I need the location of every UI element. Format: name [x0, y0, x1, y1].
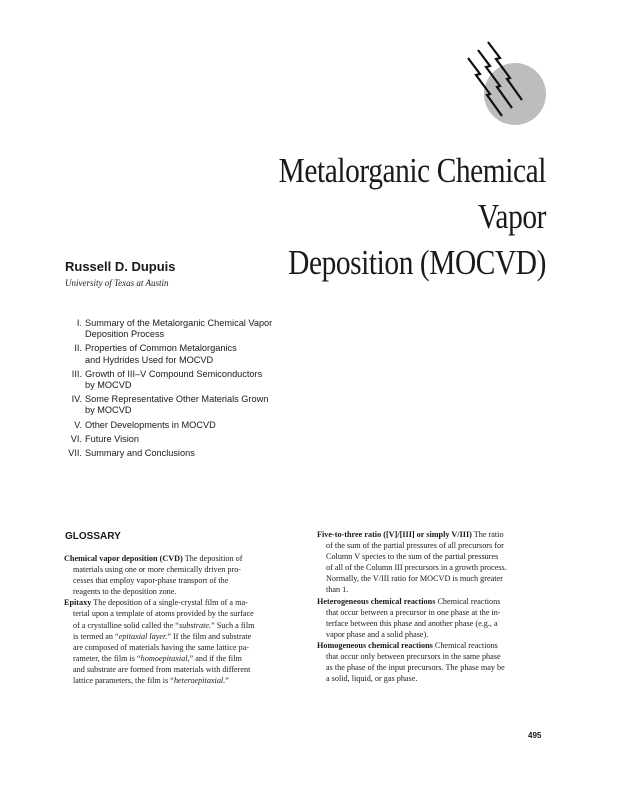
page-number: 495: [528, 731, 542, 740]
toc-text: Some Representative Other Materials Grown: [85, 394, 269, 405]
glossary-term: Homogeneous chemical reactions: [317, 640, 433, 650]
toc-item[interactable]: [62, 394, 312, 416]
glossary-italic: epitaxial layer.: [118, 631, 168, 641]
glossary-column-left: [64, 553, 294, 686]
glossary-entry-homogeneous: [317, 640, 549, 684]
toc-text: and Hydrides Used for MOCVD: [85, 354, 214, 365]
glossary-entry-cvd: [64, 553, 294, 597]
glossary-text: lattice parameters, the film is “: [73, 676, 174, 686]
table-of-contents: [62, 318, 312, 462]
toc-number: I.: [76, 318, 82, 328]
glossary-text: reagents to the deposition zone.: [73, 587, 177, 597]
glossary-heading: GLOSSARY: [65, 531, 121, 542]
toc-text: Other Developments in MOCVD: [85, 419, 216, 430]
glossary-text: rameter, the film is “: [73, 653, 141, 663]
emblem-circle: [484, 63, 546, 125]
glossary-text: The deposition of: [184, 554, 243, 563]
toc-text: by MOCVD: [85, 380, 132, 391]
toc-number: VII.: [68, 448, 82, 459]
toc-item[interactable]: [62, 369, 312, 391]
glossary-text: terface between this phase and another phase (e.g., a: [326, 618, 498, 628]
glossary-entry-heterogeneous: [317, 596, 549, 640]
glossary-text: of the sum of the partial pressures of all precursors for: [326, 541, 504, 551]
toc-text: Deposition Process: [85, 329, 165, 340]
glossary-italic: homoepitaxial,: [140, 653, 190, 663]
glossary-text: of a crystalline solid called the “: [73, 620, 179, 630]
glossary-italic: heteroepitaxial.: [173, 676, 226, 686]
glossary-text: The deposition of a single-crystal film of a ma-: [93, 598, 248, 608]
glossary-term: Five-to-three ratio ([V]/[III] or simply V/III): [317, 530, 472, 539]
author-affiliation: University of Texas at Austin: [65, 278, 169, 288]
lightning-emblem-icon: [460, 38, 548, 128]
glossary-text: are composed of materials having the same lattice pa-: [73, 642, 249, 652]
glossary-column-right: [317, 529, 549, 684]
glossary-text: is termed an “: [73, 631, 119, 641]
glossary-entry-epitaxy: [64, 597, 294, 686]
glossary-text: ” and if the film: [189, 653, 242, 663]
glossary-text: than 1.: [326, 585, 349, 595]
title-line-1: Metalorganic Chemical Vapor: [278, 151, 546, 236]
toc-number: III.: [71, 368, 82, 379]
toc-item[interactable]: [62, 420, 312, 431]
toc-number: V.: [74, 419, 82, 430]
glossary-text: Chemical reactions: [437, 596, 501, 606]
toc-text: Summary of the Metalorganic Chemical Vapor: [85, 318, 273, 328]
glossary-text: terial upon a template of atoms provided by the surface: [73, 609, 254, 619]
title-line-2: Deposition (MOCVD): [288, 243, 546, 282]
glossary-text: Column V species to the sum of the partial pressures: [326, 552, 499, 562]
glossary-entry-ratio: [317, 529, 549, 596]
glossary-term: Heterogeneous chemical reactions: [317, 596, 436, 606]
glossary-text: as the phase of the input precursors. The phase may be: [326, 663, 505, 673]
glossary-text: ”: [225, 676, 229, 686]
glossary-italic: substrate.: [178, 620, 212, 630]
glossary-text: that occur between a precursor in one phase at the in-: [326, 607, 501, 617]
toc-text: by MOCVD: [85, 405, 132, 416]
toc-item[interactable]: [62, 343, 312, 365]
toc-number: IV.: [71, 394, 82, 405]
glossary-text: materials using one or more chemically driven pro-: [73, 565, 242, 575]
toc-item[interactable]: [62, 318, 312, 340]
toc-item[interactable]: [62, 434, 312, 445]
toc-number: II.: [74, 343, 82, 354]
glossary-text: that occur only between precursors in the same phase: [326, 652, 501, 662]
glossary-text: The ratio: [473, 530, 504, 539]
toc-text: Growth of III–V Compound Semiconductors: [85, 368, 263, 379]
toc-text: Summary and Conclusions: [85, 448, 195, 459]
glossary-text: of all of the Column III precursors in a growth process.: [326, 563, 507, 573]
glossary-text: vapor phase and a solid phase).: [326, 629, 429, 639]
glossary-text: a solid, liquid, or gas phase.: [326, 674, 418, 684]
glossary-text: Chemical reactions: [434, 640, 498, 650]
glossary-text: ” If the film and substrate: [167, 631, 252, 641]
article-title: [213, 148, 546, 286]
toc-item[interactable]: [62, 448, 312, 459]
glossary-text: and substrate are formed from materials with different: [73, 664, 251, 674]
glossary-term: Epitaxy: [64, 598, 92, 608]
toc-text: Properties of Common Metalorganics: [85, 343, 237, 354]
author-name: Russell D. Dupuis: [65, 259, 176, 274]
glossary-term: Chemical vapor deposition (CVD): [64, 554, 183, 563]
toc-number: VI.: [70, 433, 82, 444]
glossary-text: Normally, the V/III ratio for MOCVD is much greater: [326, 574, 503, 584]
glossary-text: cesses that employ vapor-phase transport of the: [73, 576, 229, 586]
glossary-text: ” Such a film: [211, 620, 255, 630]
toc-text: Future Vision: [85, 433, 139, 444]
